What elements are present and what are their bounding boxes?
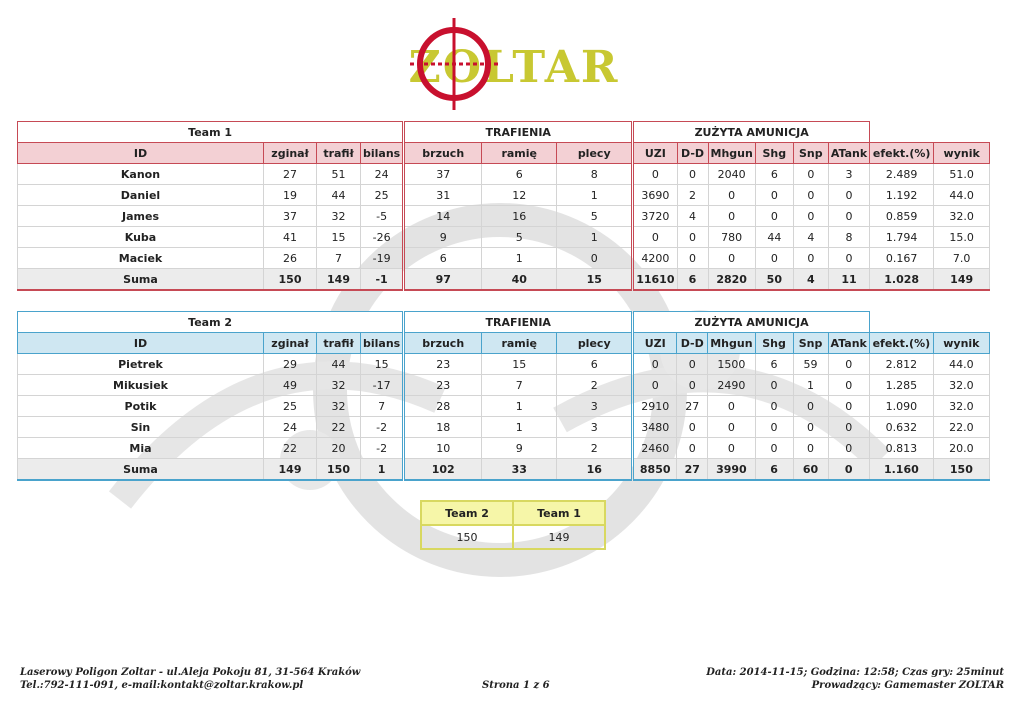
team2-sum-row: [18, 459, 990, 481]
table-cell: 8: [557, 164, 633, 185]
table-cell: 0: [677, 248, 708, 269]
table-cell: 780: [708, 227, 755, 248]
table-cell: 0: [633, 164, 677, 185]
table-cell: 15.0: [934, 227, 990, 248]
table-cell: 19: [264, 185, 317, 206]
team2-col-header: D-D: [677, 333, 708, 354]
table-row: [18, 375, 990, 396]
table-cell: 2: [677, 185, 708, 206]
player-id: Potik: [18, 396, 264, 417]
table-cell: 3720: [633, 206, 677, 227]
player-id: Daniel: [18, 185, 264, 206]
table-cell: 0: [828, 438, 869, 459]
table-cell: 1: [482, 396, 557, 417]
table-cell: 6: [404, 248, 482, 269]
table-cell: 0: [708, 438, 755, 459]
table-cell: 150: [264, 269, 317, 291]
table-cell: 44.0: [933, 354, 989, 375]
table-cell: -19: [361, 248, 404, 269]
table-cell: 7: [317, 248, 361, 269]
team2-col-header: Mhgun: [708, 333, 755, 354]
table-cell: 0: [708, 185, 755, 206]
table-row: [18, 227, 990, 248]
table-cell: 3: [557, 417, 633, 438]
table-cell: 0: [793, 206, 828, 227]
table-cell: 1.090: [869, 396, 933, 417]
table-cell: 16: [482, 206, 557, 227]
table-cell: 31: [404, 185, 482, 206]
table-cell: 0: [828, 248, 869, 269]
table-cell: 0: [828, 375, 869, 396]
team1-table: [17, 121, 990, 291]
table-cell: 0: [828, 354, 869, 375]
table-cell: 0: [828, 417, 869, 438]
table-cell: 2910: [633, 396, 677, 417]
team2-col-header: ramię: [482, 333, 557, 354]
table-row: [18, 248, 990, 269]
table-cell: 22: [264, 438, 317, 459]
table-cell: 32.0: [933, 396, 989, 417]
table-cell: 3480: [633, 417, 677, 438]
table-cell: 0.632: [869, 417, 933, 438]
table-cell: 0: [677, 417, 708, 438]
team2-col-header: Snp: [793, 333, 828, 354]
table-cell: 22.0: [933, 417, 989, 438]
team2-col-header: plecy: [557, 333, 633, 354]
team2-col-header: wynik: [933, 333, 989, 354]
player-id: Pietrek: [18, 354, 264, 375]
table-cell: 32: [317, 206, 361, 227]
table-cell: 6: [755, 354, 793, 375]
table-cell: 24: [361, 164, 404, 185]
table-cell: 28: [404, 396, 482, 417]
table-cell: 150: [933, 459, 989, 481]
table-cell: 1: [793, 375, 828, 396]
table-cell: 0: [793, 396, 828, 417]
table-cell: 6: [755, 459, 793, 481]
svg-text:ZOLTAR: ZOLTAR: [408, 42, 620, 93]
table-cell: 32.0: [933, 375, 989, 396]
table-cell: 15: [361, 354, 404, 375]
table-row: [18, 354, 990, 375]
table-cell: 22: [317, 417, 361, 438]
table-cell: 1: [557, 185, 633, 206]
table-cell: 1.192: [870, 185, 934, 206]
table-cell: 1: [557, 227, 633, 248]
table-cell: 0: [755, 206, 793, 227]
table-cell: 49: [264, 375, 317, 396]
team1-col-header: trafił: [317, 143, 361, 164]
table-cell: 0: [677, 354, 708, 375]
table-cell: 11: [828, 269, 869, 291]
table-cell: 6: [482, 164, 557, 185]
table-cell: 8: [828, 227, 869, 248]
table-cell: 2.489: [870, 164, 934, 185]
table-cell: 27: [677, 396, 708, 417]
table-cell: 44: [317, 185, 361, 206]
table-cell: 51: [317, 164, 361, 185]
team1-col-header: bilans: [361, 143, 404, 164]
table-cell: 59: [793, 354, 828, 375]
table-cell: 0: [677, 164, 708, 185]
table-cell: 0: [755, 396, 793, 417]
table-row: [18, 396, 990, 417]
table-cell: 60: [793, 459, 828, 481]
table-cell: 0: [677, 227, 708, 248]
table-row: [18, 417, 990, 438]
table-cell: 7: [361, 396, 404, 417]
team2-header-row: [18, 333, 990, 354]
table-cell: 44: [755, 227, 793, 248]
table-cell: 18: [404, 417, 482, 438]
zoltar-logo: [404, 18, 624, 110]
footer-date: Data: 2014-11-15; Godzina: 12:58; Czas gry: 25minut: [706, 667, 1004, 678]
table-cell: 20: [317, 438, 361, 459]
team2-ammo-group: ZUŻYTA AMUNICJA: [633, 312, 870, 333]
table-cell: 1: [482, 248, 557, 269]
table-cell: 2.812: [869, 354, 933, 375]
table-cell: 44.0: [934, 185, 990, 206]
table-cell: 26: [264, 248, 317, 269]
team1-col-header: plecy: [557, 143, 633, 164]
table-cell: 7: [482, 375, 557, 396]
table-cell: 23: [404, 375, 482, 396]
team1-ammo-group: ZUŻYTA AMUNICJA: [633, 122, 870, 143]
footer-gamemaster: Prowadzący: Gamemaster ZOLTAR: [811, 680, 1004, 691]
table-cell: 32: [317, 396, 361, 417]
player-id: Mikusiek: [18, 375, 264, 396]
table-row: [18, 164, 990, 185]
table-cell: 32.0: [934, 206, 990, 227]
player-id: Kuba: [18, 227, 264, 248]
table-cell: 0: [755, 438, 793, 459]
table-cell: 5: [557, 206, 633, 227]
table-cell: -26: [361, 227, 404, 248]
table-cell: 2820: [708, 269, 755, 291]
table-cell: 33: [482, 459, 557, 481]
table-cell: 4200: [633, 248, 677, 269]
team1-col-header: ID: [18, 143, 264, 164]
table-row: [18, 438, 990, 459]
table-cell: 29: [264, 354, 317, 375]
table-cell: 0: [793, 417, 828, 438]
player-id: Suma: [18, 459, 264, 481]
table-cell: -2: [361, 417, 404, 438]
table-cell: 3: [557, 396, 633, 417]
table-cell: 0.813: [869, 438, 933, 459]
table-cell: 15: [482, 354, 557, 375]
table-cell: 0: [793, 438, 828, 459]
table-cell: 1.285: [869, 375, 933, 396]
team1-col-header: Snp: [793, 143, 828, 164]
team1-col-header: brzuch: [404, 143, 482, 164]
team1-title: Team 1: [18, 122, 404, 143]
table-cell: 2: [557, 438, 633, 459]
table-cell: 3990: [708, 459, 755, 481]
table-cell: 0: [793, 185, 828, 206]
team2-col-header: ID: [18, 333, 264, 354]
table-cell: 0: [828, 185, 869, 206]
table-cell: 4: [677, 206, 708, 227]
footer-address: Laserowy Poligon Zoltar - ul.Aleja Pokoju 81, 31-564 Kraków: [20, 667, 361, 678]
table-cell: 14: [404, 206, 482, 227]
table-row: [18, 185, 990, 206]
player-id: Maciek: [18, 248, 264, 269]
table-cell: 27: [264, 164, 317, 185]
table-cell: 6: [677, 269, 708, 291]
team1-col-header: wynik: [934, 143, 990, 164]
team2-col-header: ATank: [828, 333, 869, 354]
table-cell: -2: [361, 438, 404, 459]
table-cell: 2490: [708, 375, 755, 396]
table-cell: 5: [482, 227, 557, 248]
team2-col-header: trafił: [317, 333, 361, 354]
table-cell: 40: [482, 269, 557, 291]
table-cell: 1: [482, 417, 557, 438]
table-cell: 0: [755, 417, 793, 438]
table-cell: 1: [361, 459, 404, 481]
team2-col-header: UZI: [633, 333, 677, 354]
table-cell: 15: [557, 269, 633, 291]
table-cell: 0: [557, 248, 633, 269]
table-cell: 41: [264, 227, 317, 248]
score-header-team2: Team 2: [421, 501, 513, 525]
table-cell: 15: [317, 227, 361, 248]
table-cell: 37: [264, 206, 317, 227]
team2-title: Team 2: [18, 312, 404, 333]
table-cell: 2460: [633, 438, 677, 459]
table-cell: 51.0: [934, 164, 990, 185]
team2-col-header: Shg: [755, 333, 793, 354]
table-cell: 6: [557, 354, 633, 375]
table-cell: 6: [755, 164, 793, 185]
table-cell: -1: [361, 269, 404, 291]
table-cell: 0: [755, 248, 793, 269]
table-cell: 0: [677, 375, 708, 396]
table-cell: 44: [317, 354, 361, 375]
table-cell: 3: [828, 164, 869, 185]
team1-col-header: UZI: [633, 143, 677, 164]
table-cell: 4: [793, 269, 828, 291]
table-cell: 102: [404, 459, 482, 481]
player-id: Mia: [18, 438, 264, 459]
table-cell: 9: [482, 438, 557, 459]
player-id: Sin: [18, 417, 264, 438]
table-cell: 150: [317, 459, 361, 481]
table-cell: 9: [404, 227, 482, 248]
table-cell: 0: [828, 206, 869, 227]
table-cell: 0: [828, 396, 869, 417]
table-cell: 149: [264, 459, 317, 481]
table-cell: 2: [557, 375, 633, 396]
table-cell: 149: [934, 269, 990, 291]
table-cell: 0.859: [870, 206, 934, 227]
team1-col-header: ramię: [482, 143, 557, 164]
table-cell: 0: [793, 248, 828, 269]
team2-table: [17, 311, 990, 481]
score-header-team1: Team 1: [513, 501, 605, 525]
team2-col-header: bilans: [361, 333, 404, 354]
table-cell: 27: [677, 459, 708, 481]
table-cell: 23: [404, 354, 482, 375]
table-cell: 0: [633, 375, 677, 396]
table-cell: 0: [755, 185, 793, 206]
team1-header-row: [18, 143, 990, 164]
team1-col-header: Shg: [755, 143, 793, 164]
table-cell: 0: [708, 396, 755, 417]
team1-hits-group: TRAFIENIA: [404, 122, 633, 143]
team1-col-header: Mhgun: [708, 143, 755, 164]
player-id: Kanon: [18, 164, 264, 185]
table-cell: 11610: [633, 269, 677, 291]
score-value-team2: 150: [421, 525, 513, 549]
team1-sum-row: [18, 269, 990, 291]
team2-col-header: brzuch: [404, 333, 482, 354]
table-cell: 4: [793, 227, 828, 248]
player-id: Suma: [18, 269, 264, 291]
team1-col-header: ATank: [828, 143, 869, 164]
table-cell: 0: [633, 354, 677, 375]
team1-col-header: zginał: [264, 143, 317, 164]
table-cell: -17: [361, 375, 404, 396]
table-row: [18, 206, 990, 227]
table-cell: 16: [557, 459, 633, 481]
table-cell: 25: [361, 185, 404, 206]
table-cell: 0.167: [870, 248, 934, 269]
table-cell: 0: [828, 459, 869, 481]
table-cell: 1500: [708, 354, 755, 375]
table-cell: 7.0: [934, 248, 990, 269]
table-cell: 0: [755, 375, 793, 396]
table-cell: 0: [708, 206, 755, 227]
table-cell: 0: [708, 248, 755, 269]
table-cell: -5: [361, 206, 404, 227]
table-cell: 32: [317, 375, 361, 396]
table-cell: 50: [755, 269, 793, 291]
table-cell: 12: [482, 185, 557, 206]
table-cell: 0: [793, 164, 828, 185]
player-id: James: [18, 206, 264, 227]
score-value-team1: 149: [513, 525, 605, 549]
table-cell: 0: [633, 227, 677, 248]
team1-col-header: efekt.(%): [870, 143, 934, 164]
table-cell: 3690: [633, 185, 677, 206]
table-cell: 0: [677, 438, 708, 459]
table-cell: 0: [708, 417, 755, 438]
team2-col-header: efekt.(%): [869, 333, 933, 354]
table-cell: 1.794: [870, 227, 934, 248]
table-cell: 2040: [708, 164, 755, 185]
table-cell: 20.0: [933, 438, 989, 459]
team2-hits-group: TRAFIENIA: [404, 312, 633, 333]
table-cell: 37: [404, 164, 482, 185]
table-cell: 97: [404, 269, 482, 291]
final-score-table: [420, 500, 606, 550]
table-cell: 25: [264, 396, 317, 417]
team2-col-header: zginał: [264, 333, 317, 354]
table-cell: 149: [317, 269, 361, 291]
team1-col-header: D-D: [677, 143, 708, 164]
table-cell: 1.160: [869, 459, 933, 481]
footer-page-number: Strona 1 z 6: [482, 680, 550, 691]
table-cell: 24: [264, 417, 317, 438]
table-cell: 8850: [633, 459, 677, 481]
table-cell: 10: [404, 438, 482, 459]
footer-contact: Tel.:792-111-091, e-mail:kontakt@zoltar.krakow.pl: [20, 680, 304, 691]
table-cell: 1.028: [870, 269, 934, 291]
